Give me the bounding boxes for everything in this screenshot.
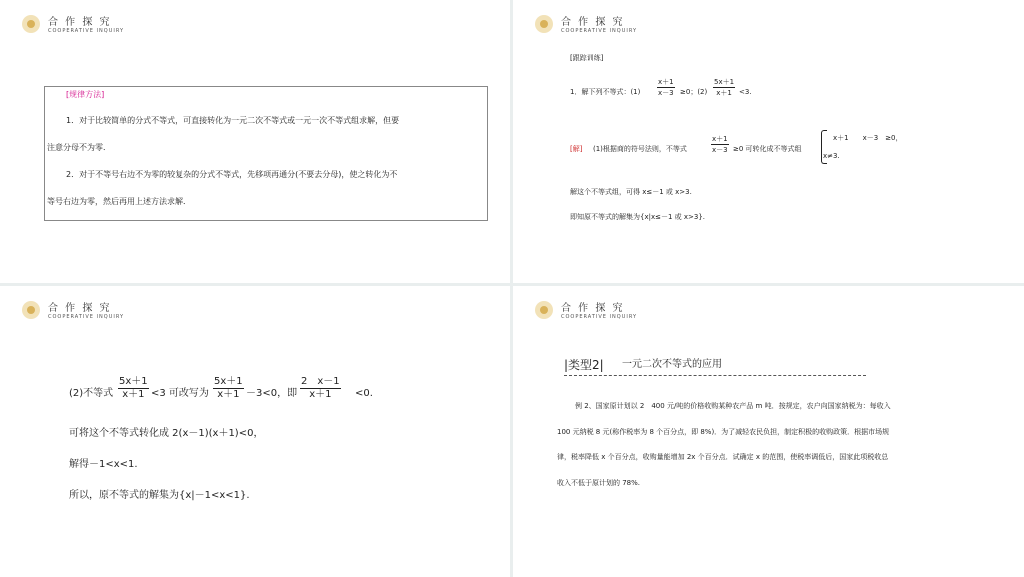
fraction-numerator: x＋1 [712,135,728,143]
solution-text: (1)根据商的符号法则，不等式 [593,145,687,153]
fraction-q1 [657,77,675,98]
example-line-2: 100 元纳税 8 元(称作税率为 8 个百分点，即 8%)．为了减轻农民负担，制定积极的收购政策．根据市场规 [557,428,890,436]
example-line-4: 收入不低于原计划的 78%. [557,479,641,487]
drill-title: [跟踪训练] [570,54,604,62]
fraction-b [213,376,244,401]
fraction-solution [711,134,729,155]
fraction-numerator: 5x＋1 [214,376,243,387]
header-subtitle: COOPERATIVE INQUIRY [561,28,638,34]
fraction-denominator: x＋1 [713,87,735,98]
part2-line-2: 可将这个不等式转化成 2(x－1)(x＋1)<0， [69,428,264,439]
type-tag: |类型2| [564,358,604,372]
part2-end: <0. [355,388,373,399]
fraction-numerator: 5x＋1 [714,78,735,86]
part2-line-4: 所以，原不等式的解集为{x|－1<x<1}. [69,490,250,501]
title-underline [564,375,866,376]
type-title: 一元二次不等式的应用 [622,359,722,370]
fraction-numerator: 5x＋1 [119,376,148,387]
rule-1-line-a: 1．对于比较简单的分式不等式，可直接转化为一元二次不等式或一元一次不等式组求解，但要 [66,116,400,125]
logo-circle-icon [535,301,553,319]
part2-mid1: <3 可改写为 [151,388,209,399]
header-title: 合 作 探 究 [48,17,112,28]
logo-circle-icon [22,301,40,319]
box-title: [规律方法] [66,90,105,99]
fraction-c [300,376,341,401]
fraction-denominator: x＋1 [300,388,341,401]
logo-circle-icon [22,15,40,33]
example-line-1: 例 2、国家原计划以 2 400 元/吨的价格收购某种农产品 m 吨．按规定，农户向国家纳税为：每收入 [575,402,891,410]
fraction-denominator: x－3 [658,89,674,97]
rule-2-line-b: 等号右边为零，然后再用上述方法求解． [47,197,191,206]
header-subtitle: COOPERATIVE INQUIRY [48,314,125,320]
fraction-q2 [713,77,735,98]
question-prefix: 1．解下列不等式：(1) [570,88,641,96]
header-title: 合 作 探 究 [48,303,112,314]
system-line-1: x＋1 x－3 ≥0， [833,134,903,142]
system-line-2: x≠3. [823,152,840,160]
part2-prefix: (2)不等式 [69,388,114,399]
fraction-denominator: x＋1 [118,388,149,401]
solution-line-3: 解这个不等式组，可得 x≤－1 或 x>3. [570,188,692,196]
solution-mid: ≥0 可转化成不等式组 [733,145,802,153]
slide-solution-part2 [0,286,510,577]
example-line-3: 律，税率降低 x 个百分点，收购量能增加 2x 个百分点．试确定 x 的范围，使税率调低后，国家此项税收总 [557,453,889,461]
fraction-denominator: x＋1 [213,388,244,401]
fraction-numerator: 2 x－1 [301,376,340,387]
slide-rule-method [0,0,510,283]
slide-drill [513,0,1024,283]
header-subtitle: COOPERATIVE INQUIRY [561,314,638,320]
part2-line-3: 解得－1<x<1. [69,459,138,470]
header-title: 合 作 探 究 [561,303,625,314]
slide-type2 [513,286,1024,577]
question-end: <3. [739,88,752,96]
header-subtitle: COOPERATIVE INQUIRY [48,28,125,34]
solution-tag: [解] [570,145,583,153]
rule-1-line-b: 注意分母不为零． [47,143,111,152]
part2-mid2: －3<0，即 [246,388,298,399]
fraction-numerator: x＋1 [658,78,674,86]
question-mid: ≥0；(2) [680,88,708,96]
header-title: 合 作 探 究 [561,17,625,28]
fraction-a [118,376,149,401]
rule-2-line-a: 2．对于不等号右边不为零的较复杂的分式不等式，先移项再通分(不要去分母)，使之转化为不 [66,170,398,179]
solution-line-4: 即知原不等式的解集为{x|x≤－1 或 x>3}. [570,213,706,221]
logo-circle-icon [535,15,553,33]
fraction-denominator: x－3 [712,146,728,154]
